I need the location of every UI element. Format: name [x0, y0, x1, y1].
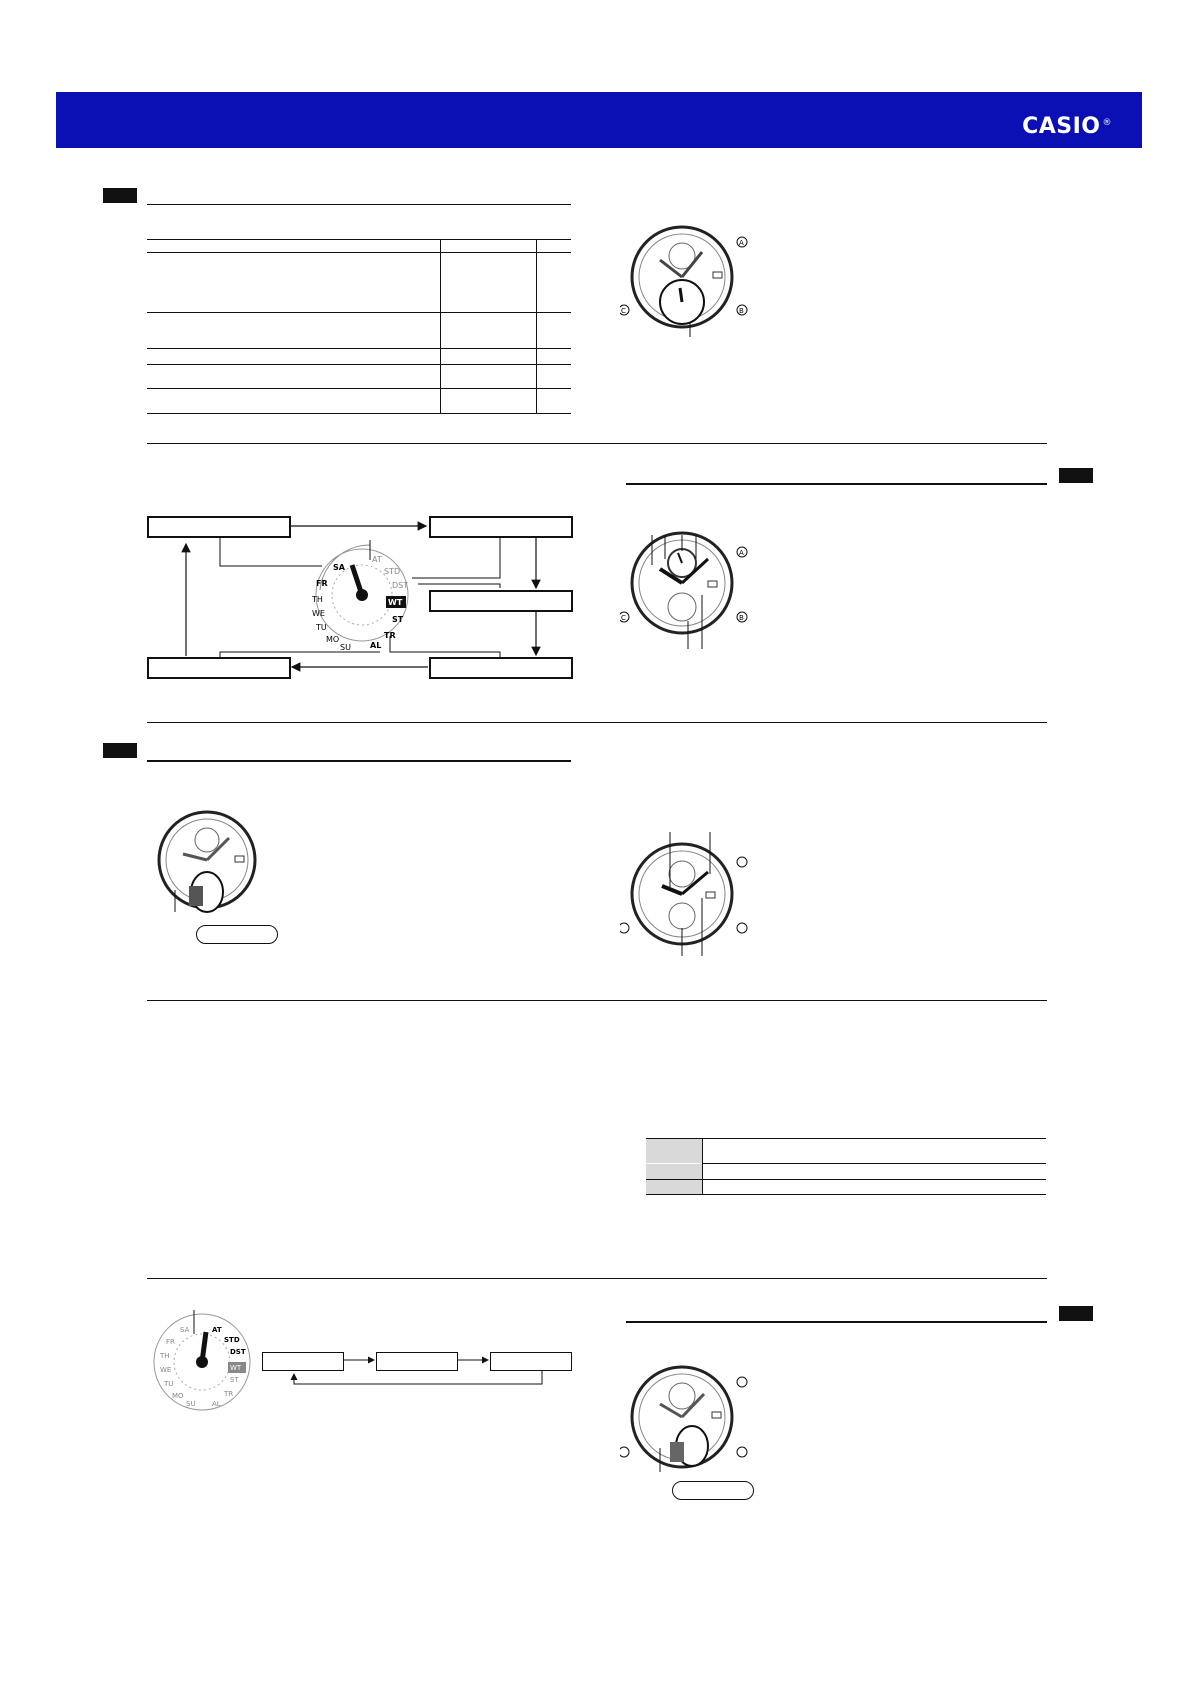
watch-illustration-1	[620, 222, 750, 342]
svg-text:SU: SU	[186, 1400, 196, 1408]
callout-pill-1	[196, 925, 278, 944]
svg-text:TH: TH	[160, 1352, 170, 1360]
section-rule-5	[626, 1321, 1047, 1323]
full-rule-1	[147, 443, 1047, 444]
svg-text:WE: WE	[160, 1366, 172, 1374]
svg-text:AL: AL	[212, 1400, 221, 1408]
svg-text:MO: MO	[172, 1392, 184, 1400]
section-tag-5	[1059, 1306, 1093, 1321]
svg-text:B: B	[739, 307, 744, 315]
svg-text:DST: DST	[230, 1348, 246, 1356]
svg-text:C: C	[621, 614, 626, 622]
svg-text:TR: TR	[224, 1390, 234, 1398]
dial-label-su: SU	[340, 643, 351, 652]
dial-label-al: AL	[370, 641, 382, 650]
flow2-connectors	[260, 1350, 580, 1390]
mode-dial-1	[300, 540, 430, 660]
svg-text:A: A	[739, 549, 744, 557]
section-rule-2	[626, 483, 1047, 485]
callout-pill-2	[672, 1481, 754, 1500]
section-rule-1	[147, 204, 571, 205]
svg-text:AT: AT	[212, 1326, 222, 1334]
dial-label-th: TH	[312, 595, 323, 604]
dial-label-sa: SA	[333, 563, 345, 572]
svg-text:WT: WT	[230, 1364, 242, 1372]
dial-label-dst: DST	[392, 581, 409, 590]
svg-text:C: C	[621, 307, 626, 315]
dial-label-st: ST	[392, 615, 404, 624]
section-tag-2	[1059, 468, 1093, 483]
section-rule-3	[147, 760, 571, 762]
svg-text:SA: SA	[180, 1326, 190, 1334]
watch-illustration-4	[620, 832, 750, 957]
watch-illustration-3	[145, 810, 275, 930]
dial-label-tr: TR	[384, 631, 396, 640]
svg-text:TU: TU	[164, 1380, 174, 1388]
dial-label-fr: FR	[316, 579, 328, 588]
full-rule-3	[147, 1000, 1047, 1001]
dial-label-we: WE	[312, 609, 325, 618]
watch-illustration-5	[620, 1362, 750, 1487]
dial-label-mo: MO	[326, 635, 340, 644]
mode-dial-2	[150, 1310, 260, 1420]
dial-label-tu: TU	[316, 623, 327, 632]
section-tag-3	[103, 743, 137, 758]
svg-text:ST: ST	[230, 1376, 239, 1384]
watch-illustration-2	[620, 525, 750, 650]
full-rule-2	[147, 722, 1047, 723]
dial-label-wt: WT	[388, 598, 403, 607]
svg-text:A: A	[739, 239, 744, 247]
header-bar	[56, 92, 1142, 148]
section-tag-1	[103, 188, 137, 203]
svg-text:B: B	[739, 614, 744, 622]
svg-text:STD: STD	[224, 1336, 240, 1344]
dial-label-std: STD	[384, 567, 401, 576]
full-rule-4	[147, 1278, 1047, 1279]
dial-label-at: AT	[372, 555, 382, 564]
svg-text:FR: FR	[166, 1338, 175, 1346]
casio-logo: CASIO ®	[1022, 114, 1112, 139]
